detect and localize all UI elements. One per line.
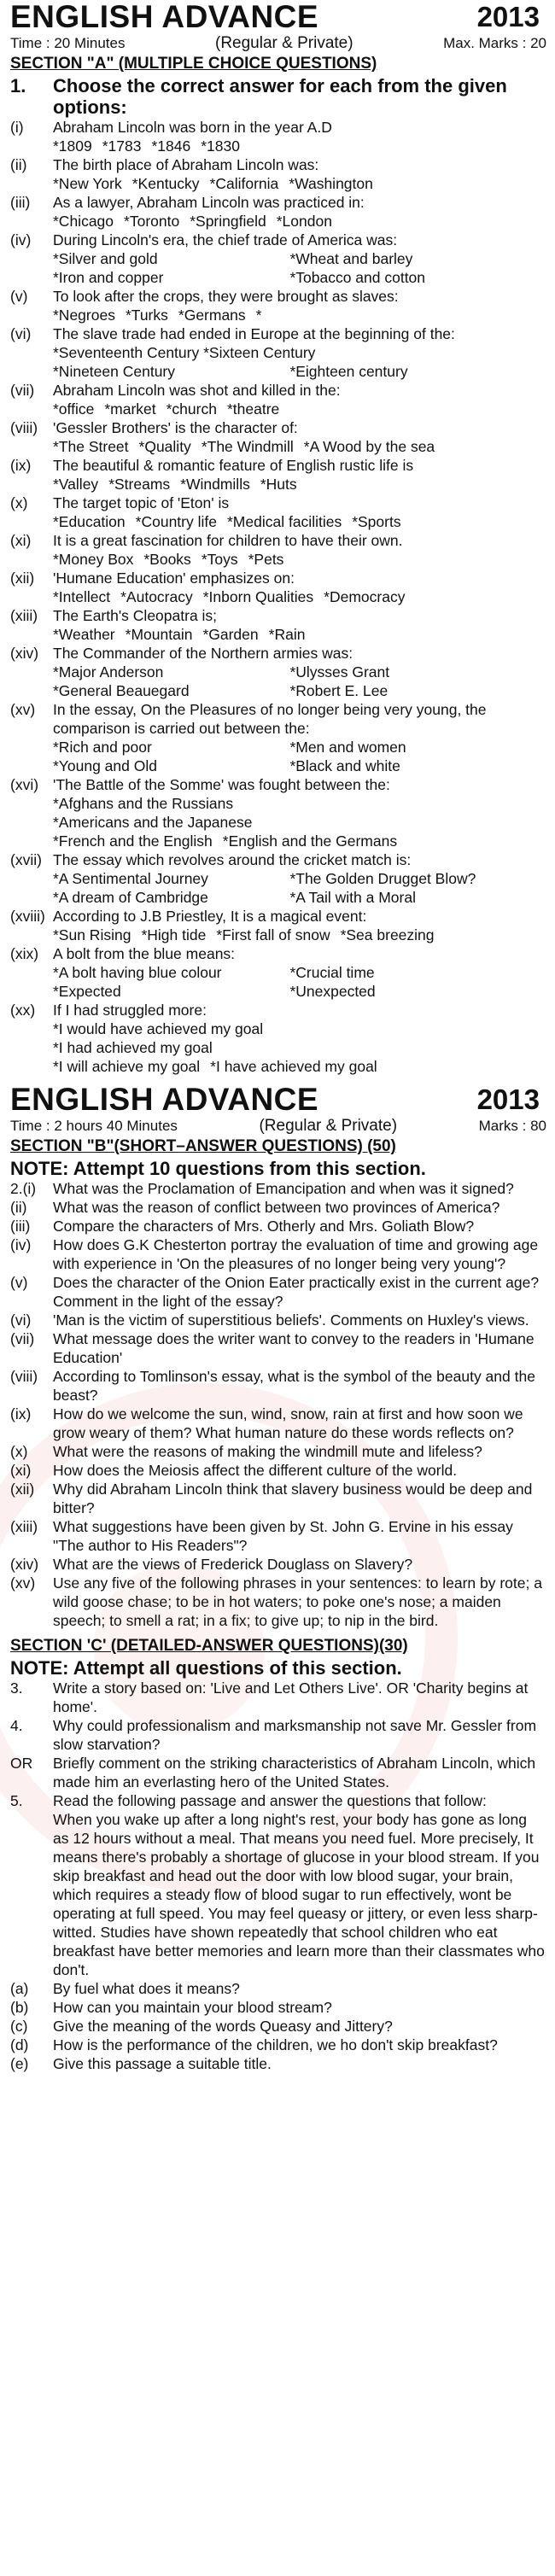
- mcq-item: [10, 907, 546, 944]
- short-question-number: (xi): [10, 1462, 32, 1479]
- mcq-question: The birth place of Abraham Lincoln was:: [53, 156, 319, 173]
- mcq-number: (xvi): [10, 776, 39, 793]
- short-question: [10, 1367, 546, 1405]
- mcq-option: *Intellect: [53, 588, 111, 605]
- mcq-option: *General Beauegard: [53, 682, 190, 699]
- mcq-options: [53, 306, 546, 324]
- mcq-options: [53, 475, 546, 494]
- mcq-body: [53, 606, 546, 644]
- mcq-number: (ii): [10, 156, 27, 173]
- mcq-number: (v): [10, 288, 28, 305]
- mcq-option: *church: [166, 400, 217, 418]
- passage-question-text: How can you maintain your blood stream?: [53, 1999, 332, 2016]
- mcq-options: [53, 587, 546, 606]
- mcq-option: *Pets: [248, 551, 284, 568]
- short-question: [10, 1311, 546, 1329]
- section-c-note: NOTE: Attempt all questions of this section.: [10, 1657, 402, 1679]
- mcq-option: *1783: [102, 137, 142, 155]
- paper-title: ENGLISH ADVANCE: [10, 0, 319, 34]
- mcq-option: *Education: [53, 513, 126, 530]
- mcq-question: If I had struggled more:: [53, 1002, 207, 1019]
- mcq-option: *I would have achieved my goal: [53, 1020, 264, 1037]
- short-question-number: (xii): [10, 1481, 35, 1498]
- short-question-text: Does the character of the Onion Eater practically exist in the current age? Comment in the light of the essay?: [53, 1274, 540, 1310]
- mcq-options: [53, 400, 546, 418]
- mcq-options: [53, 963, 546, 1001]
- mcq-option: *The Golden Drugget Blow?: [289, 870, 476, 887]
- short-question-number: (xv): [10, 1574, 36, 1592]
- mcq-option: *Democracy: [324, 588, 406, 605]
- mcq-option: *1846: [151, 137, 191, 155]
- passage-question-number: (a): [10, 1980, 29, 1997]
- long-question-text: Why could professionalism and marksmanship not save Mr. Gessler from slow starvation?: [53, 1717, 537, 1753]
- passage-question-text: How is the performance of the children, we ho don't skip breakfast?: [53, 2036, 498, 2053]
- mcq-number: (ix): [10, 457, 32, 474]
- mcq-option: *A Sentimental Journey: [53, 870, 208, 887]
- mcq-item: [10, 850, 546, 907]
- mcq-item: [10, 494, 546, 531]
- mcq-item: [10, 775, 546, 850]
- mcq-item: [10, 155, 546, 193]
- passage-question: [10, 2017, 546, 2036]
- short-question: [10, 1198, 546, 1217]
- mcq-option: *theatre: [226, 400, 280, 418]
- mcq-option: *Chicago: [53, 213, 114, 230]
- mcq-option: *Springfield: [190, 213, 266, 230]
- short-question-text: How does the Meiosis affect the different culture of the world.: [53, 1462, 458, 1479]
- mcq-number: (vi): [10, 325, 32, 342]
- short-question-number: (v): [10, 1274, 28, 1291]
- mcq-number: (i): [10, 119, 24, 136]
- mcq-option: *Autocracy: [120, 588, 193, 605]
- passage-question-text: Give this passage a suitable title.: [53, 2055, 272, 2072]
- short-question-text: What message does the writer want to convey to the readers in 'Humane Education': [53, 1330, 535, 1366]
- mcq-body: [53, 418, 546, 456]
- mcq-body: [53, 231, 546, 287]
- short-question-number: (xiii): [10, 1518, 38, 1535]
- paper-year: 2013: [476, 1, 540, 32]
- mcq-number: (x): [10, 494, 28, 511]
- short-question: [10, 1329, 546, 1367]
- long-question-text: Write a story based on: 'Live and Let Others Live'. OR 'Charity begins at home'.: [53, 1679, 529, 1715]
- mcq-option: *Expected: [53, 983, 121, 1000]
- section-c-title: SECTION 'C' (DETAILED-ANSWER QUESTIONS)(30): [10, 1637, 408, 1655]
- mcq-body: [53, 644, 546, 700]
- mcq-item: [10, 456, 546, 494]
- instruction: [10, 75, 546, 118]
- mcq-number: (xiv): [10, 645, 39, 662]
- mcq-body: [53, 324, 546, 381]
- mcq-item: [10, 324, 546, 381]
- mcq-option: *High tide: [141, 926, 207, 943]
- mcq-option: *Mountain: [125, 626, 193, 643]
- mcq-question: 'Gessler Brothers' is the character of:: [53, 419, 298, 436]
- mcq-body: [53, 850, 546, 907]
- mcq-options: [53, 512, 546, 531]
- short-question: [10, 1179, 546, 1198]
- mcq-options: [53, 550, 546, 569]
- mcq-option: *Sun Rising: [53, 926, 131, 943]
- mcq-options: [53, 137, 546, 155]
- mcq-question: According to J.B Priestley, It is a magical event:: [53, 908, 367, 925]
- short-question: [10, 1480, 546, 1517]
- short-question: [10, 1273, 546, 1311]
- time-allowed-2: Time : 2 hours 40 Minutes: [10, 1118, 178, 1134]
- mcq-option: *Rain: [268, 626, 306, 643]
- mcq-number: (viii): [10, 419, 38, 436]
- mcq-option: *French and the English: [53, 832, 213, 850]
- mcq-number: (xvii): [10, 851, 42, 868]
- mcq-option: *A dream of Cambridge: [53, 889, 208, 906]
- passage-question-number: (b): [10, 1999, 29, 2016]
- mcq-body: [53, 381, 546, 418]
- short-question-list: [10, 1179, 546, 1630]
- max-marks-2: Marks : 80: [478, 1118, 546, 1134]
- mcq-body: [53, 456, 546, 494]
- short-question-number: 2.(i): [10, 1180, 37, 1197]
- mcq-option: *Robert E. Lee: [289, 682, 388, 699]
- long-question: [10, 1754, 546, 1791]
- mcq-body: [53, 193, 546, 231]
- mcq-question: Abraham Lincoln was shot and killed in the:: [53, 382, 341, 399]
- mcq-option: *Valley: [53, 476, 99, 493]
- short-question-text: What were the reasons of making the windmill mute and lifeless?: [53, 1443, 482, 1460]
- mcq-option: *Tobacco and cotton: [289, 269, 426, 286]
- mcq-options: [53, 738, 546, 775]
- long-question-number: OR: [10, 1755, 33, 1772]
- mcq-item: [10, 118, 546, 155]
- mcq-option: *Medical facilities: [226, 513, 342, 530]
- max-marks: Max. Marks : 20: [443, 35, 546, 51]
- mcq-option: *A Tail with a Moral: [289, 889, 416, 906]
- mcq-options: [53, 174, 546, 193]
- short-question-number: (vi): [10, 1311, 32, 1329]
- short-question-text: Why did Abraham Lincoln think that slavery business would be deep and bitter?: [53, 1481, 533, 1516]
- short-question-text: What was the Proclamation of Emancipation and when was it signed?: [53, 1180, 514, 1197]
- mcq-option: *A Wood by the sea: [303, 438, 435, 455]
- mcq-option: *Sports: [352, 513, 401, 530]
- passage-question-number: (d): [10, 2036, 29, 2053]
- long-question: [10, 1791, 546, 1810]
- paper-header: [10, 0, 546, 34]
- mcq-option: *Quality: [138, 438, 191, 455]
- mcq-item: [10, 418, 546, 456]
- paper-header-2: [10, 1083, 546, 1117]
- mcq-list: [10, 118, 546, 1076]
- short-question: [10, 1235, 546, 1273]
- mcq-item: [10, 1001, 546, 1076]
- mcq-options: [53, 869, 546, 907]
- short-question-text: According to Tomlinson's essay, what is the symbol of the beauty and the beast?: [53, 1368, 535, 1404]
- mcq-option: *The Windmill: [201, 438, 294, 455]
- mcq-option: *Unexpected: [289, 983, 376, 1000]
- mcq-question: A bolt from the blue means:: [53, 945, 236, 962]
- mcq-option: *Nineteen Century: [53, 363, 175, 380]
- mcq-number: (xiii): [10, 607, 38, 624]
- mcq-option: *A bolt having blue colour: [53, 964, 222, 981]
- mcq-body: [53, 775, 546, 850]
- mcq-number: (xviii): [10, 908, 45, 925]
- candidate-type-2: (Regular & Private): [259, 1117, 398, 1135]
- mcq-option: *I will achieve my goal: [53, 1058, 201, 1075]
- mcq-options: [53, 212, 546, 231]
- mcq-option: *Major Anderson: [53, 663, 164, 681]
- mcq-question: 'The Battle of the Somme' was fought between the:: [53, 776, 390, 793]
- mcq-question: During Lincoln's era, the chief trade of America was:: [53, 231, 398, 248]
- mcq-question: The Commander of the Northern armies was:: [53, 645, 353, 662]
- long-question-number: 5.: [10, 1792, 23, 1809]
- mcq-options: [53, 663, 546, 700]
- mcq-question: The essay which revolves around the cricket match is:: [53, 851, 412, 868]
- short-question-number: (ix): [10, 1405, 32, 1422]
- mcq-number: (vii): [10, 382, 35, 399]
- mcq-option: *The Street: [53, 438, 129, 455]
- mcq-option: *Eighteen century: [289, 363, 408, 380]
- paper-year-2: 2013: [476, 1084, 540, 1115]
- instruction-text: Choose the correct answer for each from the given options:: [53, 75, 507, 118]
- mcq-option: *I had achieved my goal: [53, 1039, 213, 1056]
- short-question-text: What was the reason of conflict between two provinces of America?: [53, 1199, 500, 1216]
- short-question: [10, 1217, 546, 1235]
- short-question-text: What suggestions have been given by St. John G. Ervine in his essay "The author to His Readers"?: [53, 1518, 513, 1554]
- mcq-number: (xix): [10, 945, 39, 962]
- mcq-option: *1809: [53, 137, 92, 155]
- mcq-option: *Money Box: [53, 551, 134, 568]
- mcq-body: [53, 944, 546, 1001]
- mcq-option: *market: [104, 400, 156, 418]
- short-question-text: How does G.K Chesterton portray the evaluation of time and growing age with experience in 'On the pleasures of no longer being very young'?: [53, 1236, 539, 1272]
- mcq-question: To look after the crops, they were brought as slaves:: [53, 288, 399, 305]
- mcq-question: In the essay, On the Pleasures of no longer being very young, the comparison is carried out between the:: [53, 701, 487, 737]
- passage-question-text: Give the meaning of the words Queasy and Jittery?: [53, 2018, 393, 2035]
- section-a-title: SECTION "A" (MULTIPLE CHOICE QUESTIONS): [10, 55, 377, 73]
- mcq-option: *I have achieved my goal: [210, 1058, 377, 1075]
- mcq-option: *Americans and the Japanese: [53, 814, 253, 831]
- mcq-body: [53, 287, 546, 324]
- paper-subheader-2: [10, 1117, 546, 1136]
- mcq-option: *Books: [143, 551, 191, 568]
- mcq-item: [10, 700, 546, 775]
- passage-question-number: (e): [10, 2055, 29, 2072]
- mcq-option: *Turks: [125, 307, 168, 324]
- mcq-option: *Men and women: [289, 739, 406, 756]
- mcq-options: [53, 625, 546, 644]
- mcq-item: [10, 644, 546, 700]
- long-question-number: 4.: [10, 1717, 23, 1734]
- mcq-body: [53, 569, 546, 606]
- mcq-question: The Earth's Cleopatra is;: [53, 607, 218, 624]
- short-question-number: (ii): [10, 1199, 27, 1216]
- mcq-option: *Weather: [53, 626, 115, 643]
- mcq-options: [53, 249, 546, 287]
- mcq-item: [10, 231, 546, 287]
- short-question-number: (x): [10, 1443, 28, 1460]
- mcq-option: *Toys: [201, 551, 238, 568]
- short-question-number: (xiv): [10, 1556, 39, 1573]
- mcq-option: *First fall of snow: [216, 926, 330, 943]
- mcq-option: *office: [53, 400, 95, 418]
- short-question: [10, 1442, 546, 1461]
- mcq-item: [10, 606, 546, 644]
- short-question-text: How do we welcome the sun, wind, snow, rain at first and how soon we grow weary of them? What human nature do these words reflects on?: [53, 1405, 523, 1441]
- mcq-body: [53, 494, 546, 531]
- mcq-body: [53, 1001, 546, 1076]
- mcq-options: [53, 926, 546, 944]
- mcq-option: *Silver and gold: [53, 250, 158, 267]
- short-question-text: What are the views of Frederick Douglass on Slavery?: [53, 1556, 413, 1573]
- section-b-title: SECTION "B"(SHORT–ANSWER QUESTIONS) (50): [10, 1137, 396, 1155]
- passage-question-number: (c): [10, 2018, 28, 2035]
- long-question-number: 3.: [10, 1679, 23, 1697]
- mcq-number: (iii): [10, 194, 31, 211]
- mcq-body: [53, 118, 546, 155]
- mcq-number: (xx): [10, 1002, 36, 1019]
- mcq-item: [10, 381, 546, 418]
- mcq-option: *Ulysses Grant: [289, 663, 390, 681]
- mcq-body: [53, 700, 546, 775]
- short-question-number: (viii): [10, 1368, 38, 1385]
- mcq-option: *Afghans and the Russians: [53, 795, 234, 812]
- mcq-option: *: [255, 307, 262, 324]
- mcq-question: It is a great fascination for children to have their own.: [53, 532, 403, 549]
- passage-question: [10, 1998, 546, 2017]
- mcq-option: *Garden: [202, 626, 259, 643]
- long-question: [10, 1679, 546, 1716]
- mcq-option: *Inborn Qualities: [202, 588, 314, 605]
- long-question: [10, 1716, 546, 1754]
- short-question-text: Use any five of the following phrases in your sentences: to learn by rote; a wild goose chase; to be in hot waters; to poke one's nose; a maiden speech; to smell a rat; in a fix; to give up; to nip in the bird.: [53, 1574, 542, 1629]
- mcq-option: *London: [276, 213, 332, 230]
- long-question-text: Briefly comment on the striking characteristics of Abraham Lincoln, which made him an everlasting hero of the United States.: [53, 1755, 536, 1790]
- paper-subheader: [10, 34, 546, 53]
- mcq-option: *Wheat and barley: [289, 250, 413, 267]
- section-b-note: NOTE: Attempt 10 questions from this section.: [10, 1158, 426, 1179]
- short-question-number: (iv): [10, 1236, 32, 1253]
- mcq-option: *Huts: [260, 476, 297, 493]
- passage-question: [10, 2036, 546, 2054]
- mcq-number: (xii): [10, 570, 35, 587]
- mcq-option: *Windmills: [180, 476, 250, 493]
- passage-question: [10, 1979, 546, 1998]
- mcq-option: *California: [209, 175, 279, 192]
- comprehension-passage: When you wake up after a long night's rest, your body has gone as long as 12 hours without a meal. That means you need fuel. More precisely, It means there's probably a shortage of glucose in your blood stream. If you skip breakfast and head out the door with low blood sugar, your brain, which requires a steady flow of blood sugar to run effectively, wont be operating at full speed. You may feel queasy or jittery, or even less sharp-witted. Studies have shown repeatedly that school children who eat breakfast have better memories and learn more than their classmates who don't.: [53, 1811, 545, 1978]
- mcq-question: The target topic of 'Eton' is: [53, 494, 230, 511]
- mcq-question: The beautiful & romantic feature of English rustic life is: [53, 457, 414, 474]
- mcq-option: *English and the Germans: [222, 832, 398, 850]
- mcq-option: *New York: [53, 175, 122, 192]
- short-question-text: 'Man is the victim of superstitious beliefs'. Comments on Huxley's views.: [53, 1311, 529, 1329]
- candidate-type: (Regular & Private): [215, 34, 353, 52]
- mcq-question: 'Humane Education' emphasizes on:: [53, 570, 295, 587]
- short-question-number: (vii): [10, 1330, 35, 1347]
- short-question: [10, 1574, 546, 1630]
- mcq-options: [53, 362, 546, 381]
- mcq-body: [53, 155, 546, 193]
- passage-question-list: [10, 1979, 546, 2073]
- time-allowed: Time : 20 Minutes: [10, 35, 126, 51]
- mcq-item: [10, 569, 546, 606]
- mcq-options: [53, 794, 546, 850]
- mcq-option: *1830: [201, 137, 240, 155]
- mcq-option: *Crucial time: [289, 964, 375, 981]
- mcq-option: *Washington: [289, 175, 373, 192]
- short-question-number: (iii): [10, 1218, 31, 1235]
- short-question: [10, 1405, 546, 1442]
- mcq-item: [10, 193, 546, 231]
- mcq-option: *Negroes: [53, 307, 115, 324]
- mcq-option: *Young and Old: [53, 757, 157, 774]
- mcq-question: Abraham Lincoln was born in the year A.D: [53, 119, 332, 136]
- mcq-option: *Streams: [108, 476, 171, 493]
- mcq-option: *Kentucky: [131, 175, 200, 192]
- mcq-option: *Rich and poor: [53, 739, 152, 756]
- mcq-option: *Country life: [135, 513, 217, 530]
- instruction-number: 1.: [10, 75, 26, 96]
- passage-question: [10, 2054, 546, 2073]
- mcq-question: As a lawyer, Abraham Lincoln was practiced in:: [53, 194, 365, 211]
- passage-question-text: By fuel what does it means?: [53, 1980, 240, 1997]
- mcq-option: *Black and white: [289, 757, 400, 774]
- mcq-body: [53, 531, 546, 569]
- mcq-option: *Iron and copper: [53, 269, 164, 286]
- mcq-number: (xv): [10, 701, 36, 718]
- mcq-question: The slave trade had ended in Europe at the beginning of the: *Seventeenth Century *Sixteen Century: [53, 325, 455, 361]
- mcq-option: *Germans: [178, 307, 246, 324]
- mcq-item: [10, 531, 546, 569]
- mcq-option: *Toronto: [124, 213, 180, 230]
- mcq-options: [53, 1019, 546, 1076]
- mcq-item: [10, 944, 546, 1001]
- paper-title-2: ENGLISH ADVANCE: [10, 1082, 319, 1117]
- mcq-option: *Sea breezing: [340, 926, 435, 943]
- mcq-number: (iv): [10, 231, 32, 248]
- short-question: [10, 1517, 546, 1555]
- long-question-list: [10, 1679, 546, 1810]
- short-question-text: Compare the characters of Mrs. Otherly and Mrs. Goliath Blow?: [53, 1218, 475, 1235]
- mcq-options: [53, 437, 546, 456]
- mcq-item: [10, 287, 546, 324]
- mcq-body: [53, 907, 546, 944]
- short-question: [10, 1461, 546, 1480]
- short-question: [10, 1555, 546, 1574]
- long-question-text: Read the following passage and answer the questions that follow:: [53, 1792, 487, 1809]
- mcq-number: (xi): [10, 532, 32, 549]
